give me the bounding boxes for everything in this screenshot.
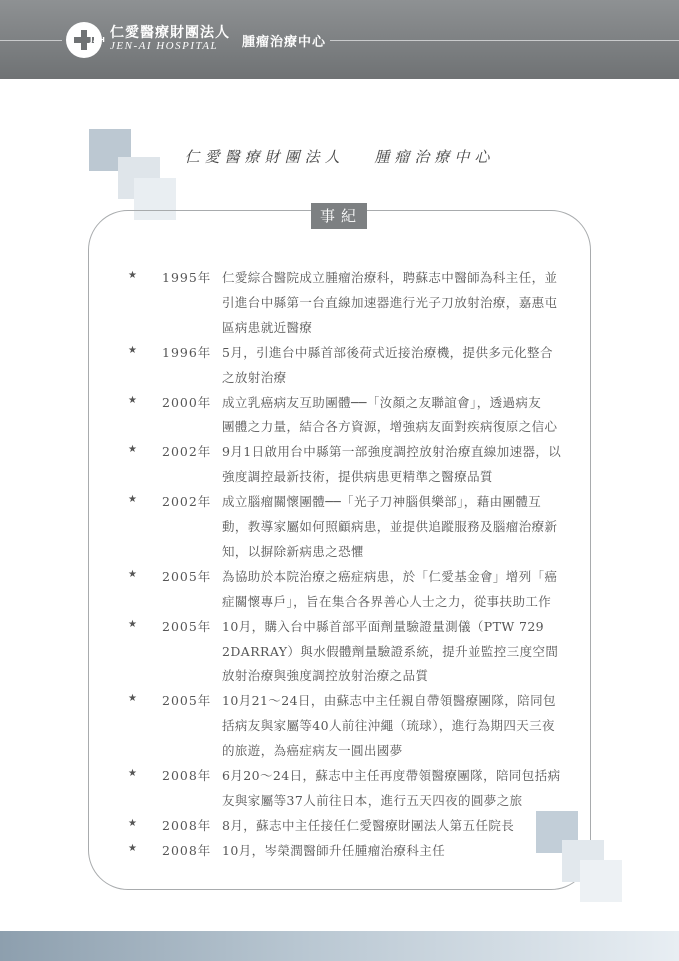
event-year: 2005年 <box>162 568 212 584</box>
event-text-line: 區病患就近醫療 <box>222 319 313 335</box>
bullet-star-icon: ★ <box>128 693 137 705</box>
bullet-star-icon: ★ <box>128 344 137 356</box>
header-department: 腫瘤治療中心 <box>242 35 327 50</box>
event-year: 2000年 <box>162 394 212 410</box>
event-year: 2008年 <box>162 842 212 858</box>
bullet-star-icon: ★ <box>128 568 137 580</box>
event-text-line: 動，教導家屬如何照顧病患，並提供追蹤服務及腦瘤治療新 <box>222 519 558 534</box>
bullet-star-icon: ★ <box>128 494 137 506</box>
event-year: 1996年 <box>162 344 212 360</box>
org-name-cn: 仁愛醫療財團法人 <box>110 25 230 41</box>
event-year: 2005年 <box>162 693 212 709</box>
event-year: 1995年 <box>162 270 212 285</box>
bullet-star-icon: ★ <box>128 768 137 779</box>
bullet-star-icon: ★ <box>128 394 137 406</box>
event-text-line: 為協助於本院治療之癌症病患，於「仁愛基金會」增列「癌 <box>222 568 558 584</box>
event-text-line: 症關懷專戶」，旨在集合各界善心人士之力，從事扶助工作 <box>222 593 552 609</box>
event-text-line: 引進台中縣第一台直線加速器進行光子刀放射治療，嘉惠屯 <box>222 294 558 310</box>
event-text-line: 成立腦瘤關懷團體──「光子刀神腦俱樂部」，藉由團體互 <box>222 494 542 510</box>
event-year: 2008年 <box>162 768 212 783</box>
bullet-star-icon: ★ <box>128 270 137 281</box>
page-title: 仁愛醫療財團法人 腫瘤治療中心 <box>184 148 495 166</box>
org-name-en: JEN-AI HOSPITAL <box>110 40 219 52</box>
event-text-line: 團體之力量，結合各方資源，增強病友面對疾病復原之信心 <box>222 419 558 435</box>
event-year: 2002年 <box>162 444 212 460</box>
bullet-star-icon: ★ <box>128 618 137 630</box>
event-text-line: 5月，引進台中縣首部後荷式近接治療機，提供多元化整合 <box>222 344 553 360</box>
event-text-line: 9月1日啟用台中縣第一部強度調控放射治療直線加速器，以 <box>222 444 562 460</box>
event-text-line: 10月，岑榮潤醫師升任腫瘤治療科主任 <box>222 842 446 858</box>
event-year: 2005年 <box>162 618 212 634</box>
header-line-left <box>0 40 62 41</box>
event-text-line: 10月21～24日，由蘇志中主任親自帶領醫療團隊，陪同包 <box>222 693 556 709</box>
bullet-star-icon: ★ <box>128 817 137 829</box>
section-badge: 事紀 <box>311 203 367 229</box>
event-text-line: 2DARRAY）與水假體劑量驗證系統，提升並監控三度空間 <box>222 643 559 659</box>
event-text-line: 6月20～24日，蘇志中主任再度帶領醫療團隊，陪同包括病 <box>222 768 561 783</box>
header-line-right <box>330 40 679 41</box>
decor-square <box>580 860 622 902</box>
footer-bar <box>0 931 679 961</box>
event-text-line: 括病友與家屬等40人前往沖繩（琉球），進行為期四天三夜 <box>222 718 555 734</box>
event-text-line: 友與家屬等37人前往日本，進行五天四夜的圓夢之旅 <box>222 792 523 808</box>
event-text-line: 的旅遊，為癌症病友一圓出國夢 <box>222 743 403 759</box>
bullet-star-icon: ★ <box>128 444 137 456</box>
event-year: 2008年 <box>162 817 212 833</box>
event-text-line: 10月，購入台中縣首部平面劑量驗證量測儀（PTW 729 <box>222 618 545 634</box>
event-text-line: 成立乳癌病友互助團體──「汝顏之友聯誼會」，透過病友 <box>222 394 542 410</box>
event-text-line: 強度調控最新技術，提供病患更精準之醫療品質 <box>222 469 493 485</box>
bullet-star-icon: ★ <box>128 842 137 854</box>
event-text-line: 仁愛綜合醫院成立腫瘤治療科，聘蘇志中醫師為科主任，並 <box>222 270 558 285</box>
event-text-line: 8月，蘇志中主任接任仁愛醫療財團法人第五任院長 <box>222 817 515 833</box>
event-text-line: 之放射治療 <box>222 369 287 385</box>
event-year: 2002年 <box>162 494 212 510</box>
event-text-line: 放射治療與強度調控放射治療之品質 <box>222 668 429 684</box>
event-text-line: 知，以摒除新病患之恐懼 <box>222 543 364 559</box>
logo-mark-text: JAH <box>90 36 106 44</box>
